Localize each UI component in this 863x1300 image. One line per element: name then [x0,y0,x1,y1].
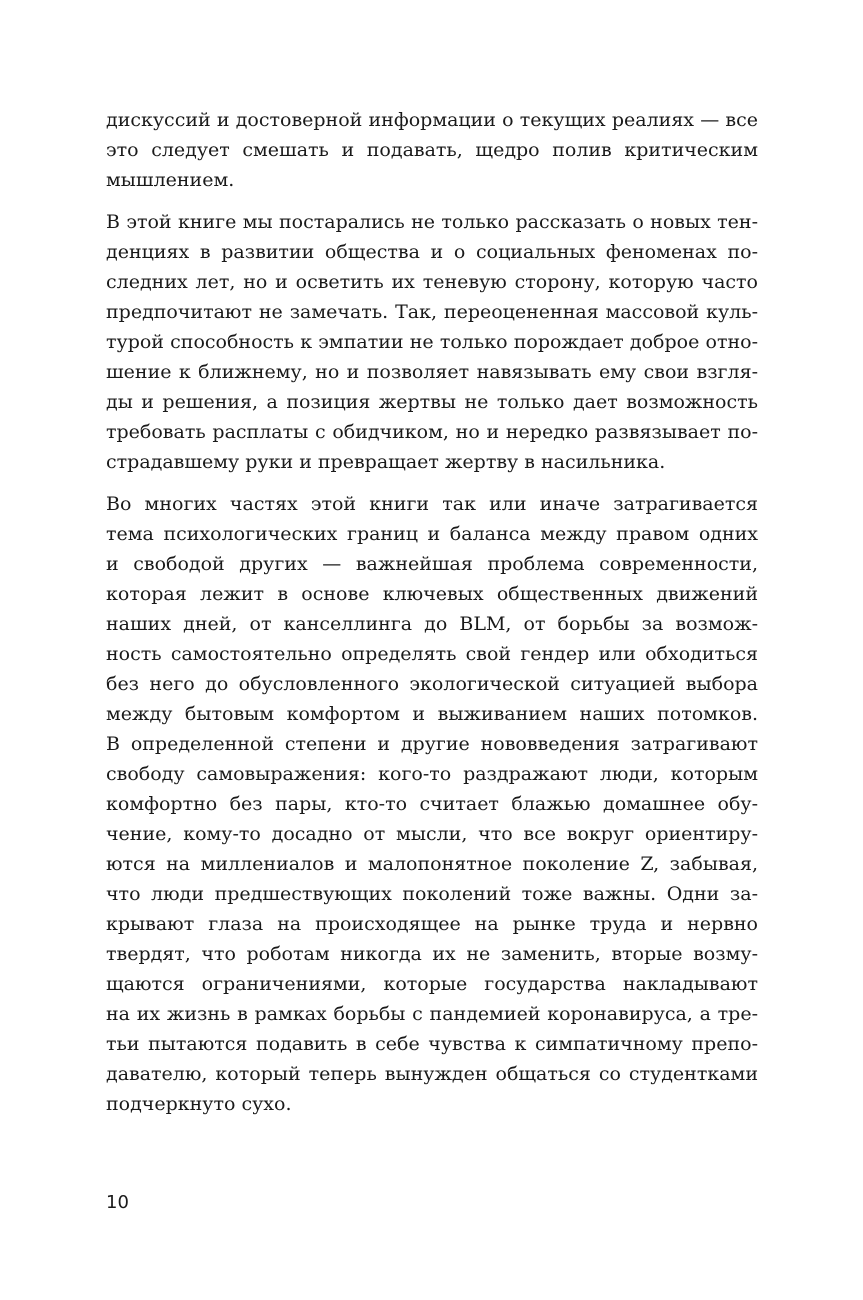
text-line: тема психологических границ и баланса между правом одних [106,523,758,545]
paragraph [106,489,758,1119]
paragraph [106,207,758,477]
text-line: дискуссий и достоверной информации о текущих реалиях — все [106,109,758,131]
text-line: Во многих частях этой книги так или иначе затрагивается [106,493,758,515]
text-line: страдавшему руки и превращает жертву в насильника. [106,451,666,473]
text-line: турой способность к эмпатии не только порождает доброе отно- [106,331,758,353]
paragraph [106,105,758,195]
text-line: В определенной степени и другие нововведения затрагивают [106,733,758,755]
text-line: наших дней, от канселлинга до BLM, от борьбы за возмож- [106,613,758,635]
text-line: и свободой других — важнейшая проблема современности, [106,553,758,575]
text-line: крывают глаза на происходящее на рынке труда и нервно [106,913,758,935]
text-line: что люди предшествующих поколений тоже важны. Одни за- [106,883,758,905]
paragraph-gap [106,195,758,207]
text-line: комфортно без пары, кто-то считает блажью домашнее обу- [106,793,758,815]
page-number: 10 [106,1192,129,1213]
text-line: которая лежит в основе ключевых общественных движений [106,583,758,605]
text-line: на их жизнь в рамках борьбы с пандемией коронавируса, а тре- [106,1003,758,1025]
text-line: давателю, который теперь вынужден общаться со студентками [106,1063,758,1085]
paragraph-gap [106,477,758,489]
text-line: чение, кому-то досадно от мысли, что все вокруг ориентиру- [106,823,758,845]
text-line: ды и решения, а позиция жертвы не только дает возможность [106,391,758,413]
text-line: ность самостоятельно определять свой гендер или обходиться [106,643,758,665]
body-text [106,105,758,1119]
text-line: требовать расплаты с обидчиком, но и нередко развязывает по- [106,421,758,443]
text-line: между бытовым комфортом и выживанием наших потомков. [106,703,758,725]
text-line: это следует смешать и подавать, щедро полив критическим [106,139,758,161]
text-line: шение к ближнему, но и позволяет навязывать ему свои взгля- [106,361,758,383]
text-line: предпочитают не замечать. Так, переоцененная массовой куль- [106,301,758,323]
text-line: следних лет, но и осветить их теневую сторону, которую часто [106,271,758,293]
text-line: тьи пытаются подавить в себе чувства к симпатичному препо- [106,1033,758,1055]
text-line: твердят, что роботам никогда их не заменить, вторые возму- [106,943,758,965]
text-line: подчеркнуто сухо. [106,1093,292,1115]
text-line: мышлением. [106,169,235,191]
text-line: без него до обусловленного экологической ситуацией выбора [106,673,758,695]
text-line: денциях в развитии общества и о социальных феноменах по- [106,241,758,263]
text-line: В этой книге мы постарались не только рассказать о новых тен- [106,211,758,233]
text-line: свободу самовыражения: кого-то раздражают люди, которым [106,763,758,785]
text-line: ются на миллениалов и малопонятное поколение Z, забывая, [106,853,758,875]
text-line: щаются ограничениями, которые государства накладывают [106,973,758,995]
